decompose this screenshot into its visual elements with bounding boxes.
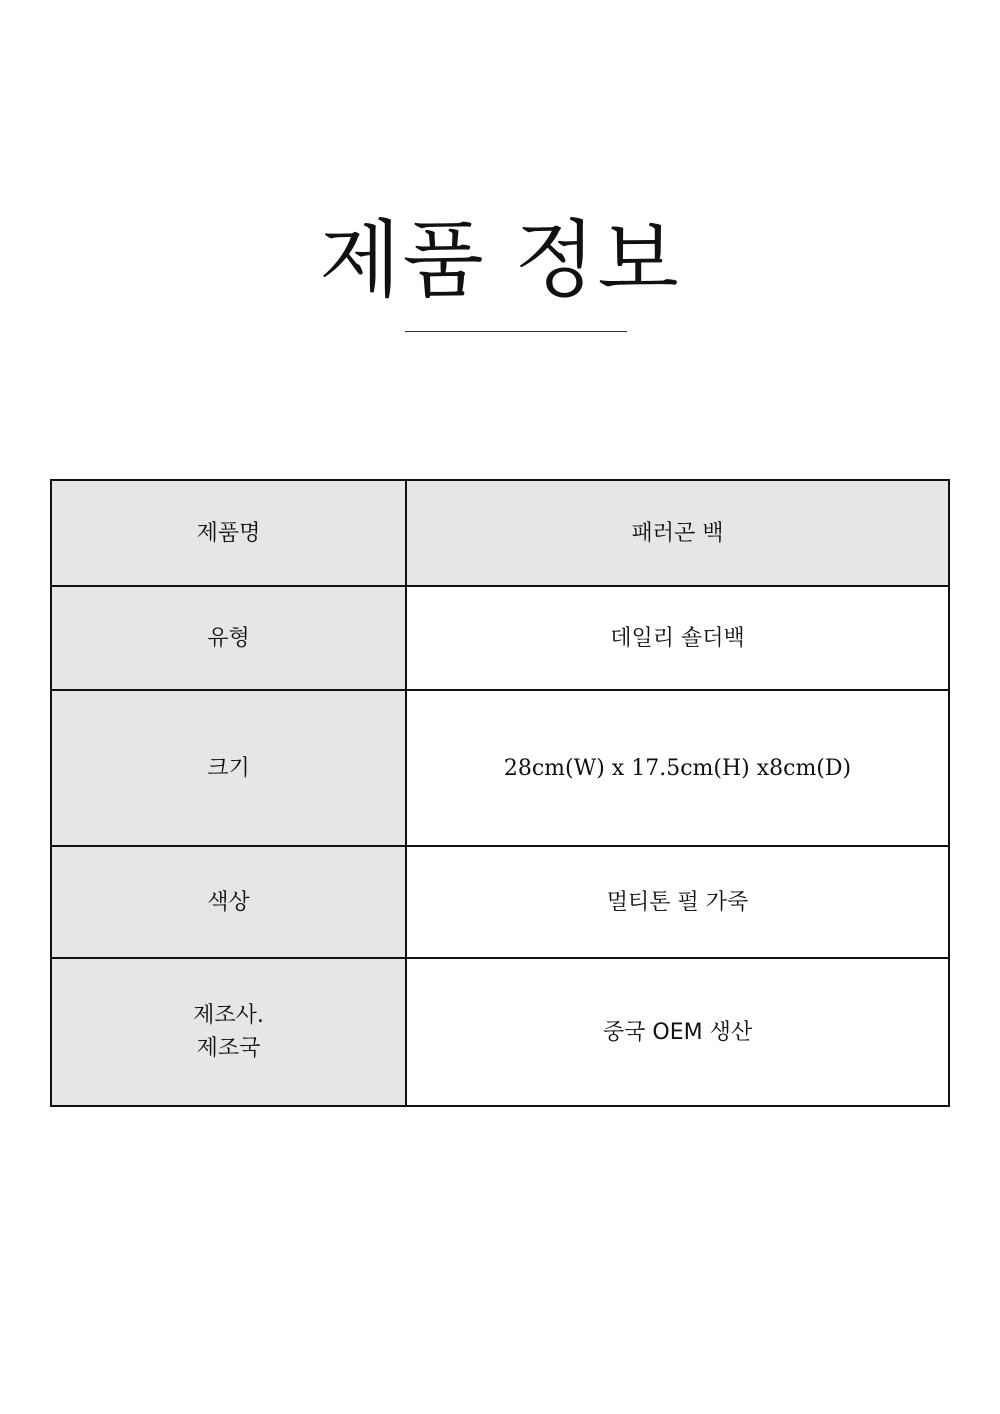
- label-type: [51, 586, 406, 690]
- table-row-product-name: [51, 480, 949, 586]
- table-row-manufacturer: [51, 958, 949, 1106]
- label-text-line-2: 제조국: [196, 1036, 261, 1061]
- value-product-name: 패러곤 백: [406, 480, 949, 586]
- label-size: [51, 690, 406, 846]
- label-product-name: [51, 480, 406, 586]
- product-info-table: [50, 479, 950, 1107]
- value-color: 멀티톤 펄 가죽: [406, 846, 949, 958]
- table-row-color: [51, 846, 949, 958]
- label-text: 유형: [207, 625, 250, 651]
- value-size: 28cm(W) x 17.5cm(H) x8cm(D): [406, 690, 949, 846]
- label-text-line-1: 제조사.: [193, 1003, 264, 1028]
- value-manufacturer: 중국 OEM 생산: [406, 958, 949, 1106]
- page-title: 제품 정보: [319, 211, 681, 309]
- table-row-type: [51, 586, 949, 690]
- title-underline: [405, 331, 627, 332]
- value-type: 데일리 숄더백: [406, 586, 949, 690]
- label-color: [51, 846, 406, 958]
- label-manufacturer: [51, 958, 406, 1106]
- label-text: 색상: [207, 889, 250, 915]
- label-text: 제품명: [196, 520, 261, 546]
- table-row-size: [51, 690, 949, 846]
- label-text: 크기: [207, 755, 250, 781]
